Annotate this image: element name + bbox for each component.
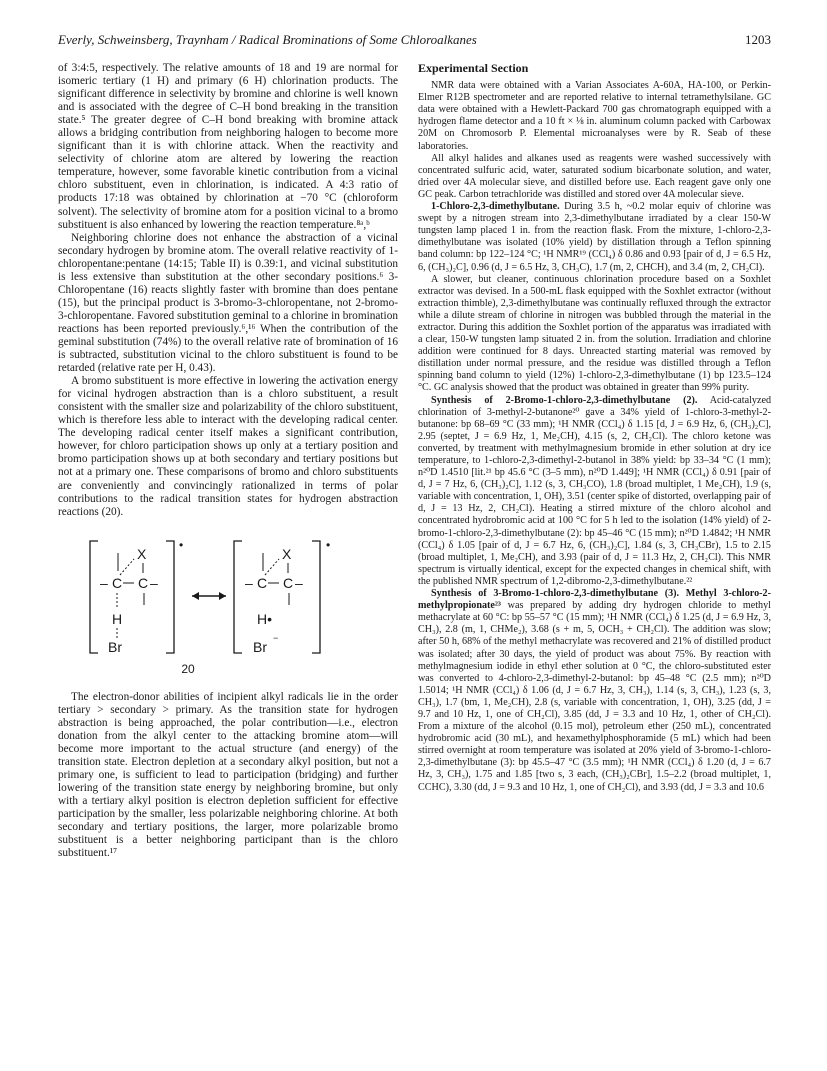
atom-c: C [112,574,123,591]
paragraph: Neighboring chlorine does not enhance the abstraction of a vicinal secondary hydrogen by bromine atom. The overall relative reactivity of 1-chloropentane:pentane (14:15; Table II) is 0.39:1, and vicinal substitution is less extensive than substitution at the other secondary positions.⁶ 3-Chloropentane (16) reacts slightly faster with bromine than does pentane (15), but the principal product is 3-bromo-3-chloropentane, not 2-bromo-3-chloropentane. Favored substitution geminal to a chlorine in bromination reactions has been reported previously.⁶,¹⁶ When the contribution of the geminal substitution (74%) to the overall relative rate of bromination of 16 is subtracted, substitution vicinal to the chloro substituent is found to be retarded (relative rate per H, 0.43). [58,231,398,375]
paragraph-body: During 3.5 h, ~0.2 molar equiv of chlorine was swept by a nitrogen stream into 2,3-dimethylbutane irradiated by a clear 150-W tungsten lamp placed 1 in. from the reaction flask. From the mixture, 1-chloro-2,3-dimethylbutane was isolated (10% yield) by distillation through a Teflon spinning band column: bp 122–124 °C; ¹H NMR¹⁹ (CCl₄) δ 0.86 and 0.93 [pair of d, J = 6.5 Hz, 6, (CH₃)₂C], 0.96 (d, J = 6.5 Hz, 3, CH₃C), 1.7 (m, 2, CHCH), and 3.4 (m, 2, CH₂Cl). [418,201,771,273]
left-bracket-close [166,541,174,653]
atom-x: X [282,545,292,562]
paragraph: of 3:4:5, respectively. The relative amounts of 18 and 19 are normal for isomeric tertiary (1 H) and primary (6 H) chlorination products. The significant difference in selectivity by bromine and chlorine is well known and is associated with the degree of C–H bond breaking in the transition state.⁵ The greater degree of C–H bond breaking with bromine attack allows a bridging contribution from neighboring halogen to become more significant than it is with chlorine attack. When the reactivity and selectivity of chlorine atom are altered by lowering the reaction temperature, however, some favorable kinetic contribution from a vicinal chloro substituent, even in chlorination, is indicated. A 4:3 ratio of products 17:18 was obtained by chlorination at −70 °C (chloroform solvent). The selectivity of bromine atom for a position vicinal to a bromo substituent is also enhanced by lowering the reaction temperature.⁸ᵃ,ᵇ [58,62,398,231]
partial-bond [120,559,134,575]
right-bracket-open [234,541,242,653]
running-head: Everly, Schweinsberg, Traynham / Radical Brominations of Some Chloroalkanes [58,32,477,47]
paragraph: All alkyl halides and alkanes used as reagents were washed successively with concentrated sulfuric acid, water, saturated sodium bicarbonate solution, and water, dried over 4A molecular sieve, and distilled before use. Each reagent gave only one GC peak. Carbon tetrachloride was distilled and stored over 4A molecular sieve. [418,152,771,200]
atom-c: C [257,574,268,591]
right-column [418,62,771,794]
paragraph: NMR data were obtained with a Varian Associates A-60A, HA-100, or Perkin-Elmer R12B spectrometer and are reported relative to internal tetramethylsilane. GC data were obtained with a Hewlett-Packard 700 gas chromatograph equipped with a hydrogen flame detector and a 10 ft × ⅛ in. aluminum column packed with Carbowax 20M on Chromosorb P. Elemental microanalyses were by R. Seab of these laboratories. [418,80,771,152]
dash: – [295,574,303,591]
dash: – [245,574,253,591]
paragraph: The electron-donor abilities of incipient alkyl radicals lie in the order tertiary > secondary > primary. As the transition state for hydrogen abstraction is being approached, the polar contribution—i.e., electron donation from the alkyl center to the attacking bromine atom—will become more important to the actual structure (and energy) of the transition state. Electron depletion at a secondary alkyl position, but not a primary one, is sufficient to lead to participation (bridging) and further lowering of the transition state energy by neighboring bromine, but only with a tertiary alkyl position is electron depletion sufficient for effective participation by the smaller, less polarizable neighboring chlorine. At both secondary and tertiary positions, the larger, more polarizable bromo substituent is a better neighboring participant than is the chloro substituent.¹⁷ [58,690,398,860]
left-bracket-open [90,541,98,653]
page-header [58,32,771,50]
dash: – [100,574,108,591]
run-in-heading: 1-Chloro-2,3-dimethylbutane. [431,201,560,213]
transition-state-scheme [58,535,398,676]
atom-h-radical: H• [257,610,273,627]
paragraph [418,588,771,794]
left-column [58,62,398,860]
page-number: 1203 [745,32,771,47]
partial-bond [265,559,279,575]
right-bracket-close [312,541,320,653]
paragraph: A slower, but cleaner, continuous chlorination procedure based on a Soxhlet extractor was devised. In a 500-mL flask equipped with the Soxhlet extractor (without extraction thimble), 2,3-dimethylbutane was continually refluxed through the extractor while a dilute stream of chlorine in nitrogen was bubbled through the material in the extractor. During this addition the Soxhlet portion of the apparatus was irradiated with a clear, 150-W tungsten lamp situated 2 in. from the solution. Irradiation and chlorine addition were continued for 8 days. Unreacted starting material was removed by distillation under normal pressure, and the residue was distilled through a Teflon spinning band column to yield (12%) 1-chloro-2,3-dimethylbutane (1) bp 123.5–124 °C. GC analysis showed that the product was obtained in greater than 99% purity. [418,273,771,394]
paragraph-body: Acid-catalyzed chlorination of 3-methyl-2-butanone²⁰ gave a 34% yield of 1-chloro-3-methyl-2-butanone: bp 68–69 °C (33 mm); ¹H NMR (CCl₄) δ 1.15 [d, J = 6.9 Hz, 6, (CH₃)₂C], 2.95 (septet, J = 6.9 Hz, 1, Me₂CH), 4.15 (s, 2, CH₂Cl). The chloro ketone was converted, by treatment with methylmagnesium bromide in ether solution at dry ice temperature, to 1-chloro-2,3-dimethyl-2-butanol in 38% yield: bp 33–34 °C (1 mm); n²⁰D 1.4510 [lit.²¹ bp 45.6 °C (3–5 mm), n²⁰D 1.449]; ¹H NMR (CCl₄) δ 0.91 [pair of d, J = 7 Hz, 6, (CH₃)₂C], 1.12 (s, 3, CH₃CO), 1.8 (broad multiplet, 1 Me₂CH), 1.9 (s, variable with concentration, 1, OH), 3.51 (center spike of distorted, overlapping pair of d, J = 13 Hz, 2, CH₂Cl). Heating a stirred mixture of the chloro alcohol and concentrated hydrobromic acid at 100 °C for 5 h led to the isolation (14% yield) of 2-bromo-1-chloro-2,3-dimethylbutane (2): bp 45–46 °C (15 mm); n²⁰D 1.4842; ¹H NMR (CCl₄) δ 1.05 [pair of d, J = 6.7 Hz, 6, (CH₃)₂C], 1.84 (s, 3, CH₃CBr), 1.5 to 2.15 (broad multiplet, 1, Me₂CH), and 3.93 (pair of d, J = 11.3 Hz, 2, CH₂Cl). This NMR spectrum is virtually identical, except for the expected changes in chemical shift, with the published NMR spectrum of 1,2-dibromo-2,3-dimethylbutane.²² [418,394,772,587]
scheme-structure [58,535,398,665]
section-title: Experimental Section [418,61,529,75]
atom-br: Br [253,638,267,655]
scheme-label: 20 [181,661,195,676]
atom-x: X [137,545,147,562]
radical-dot: • [179,537,184,552]
run-in-heading: Synthesis of 3-Bromo-1-chloro-2,3-dimethylbutane (3). Methyl 3-chloro-2-methylpropionate²³ [418,588,771,612]
run-in-heading: Synthesis of 2-Bromo-1-chloro-2,3-dimethylbutane (2). [431,394,698,406]
atom-c: C [138,574,149,591]
paragraph: A bromo substituent is more effective in lowering the activation energy for vicinal hydrogen abstraction than is a chloro substituent, a result consistent with the smaller size and polarizability of the chloro substituent, which is therefore less able to interact with the developing radical center. The developing radical center itself makes a significant contribution, however, for chloro participation shows up only at a tertiary position and bromo participation shows up at both secondary and tertiary positions but not at a primary one. These comparisons of bromo and chloro substituents are conveniently and convincingly rationalized in terms of polar contributions to the radical transition states for hydrogen abstraction reactions (20). [58,375,398,518]
paragraph [418,201,771,274]
atom-br: Br [108,638,122,655]
arrow-head [219,592,226,600]
paragraph-body: was prepared by adding dry hydrogen chloride to methyl methacrylate at 60 °C: bp 55–57 °C (15 mm); ¹H NMR (CCl₄) δ 1.25 (d, J = 6.9 Hz, 3, CH₃), 2.8 (m, 1, CHMe₂), 3.68 (s + m, 5, OCH₃ + CH₂Cl). The addition was slow; after 50 h, 68% of the methyl methacrylate was recovered and 21% of distilled product was isolated; after 30 days, the yield of product was about 75%. By reaction with methylmagnesium iodide in ethyl ether solution at 0 °C, the chloro-substituted ester was converted to 4-chloro-2,3-dimethyl-2-butanol: bp 45–48 °C (2.5 mm); n²⁰D 1.5014; ¹H NMR (CCl₄) δ 1.06 (d, J = 6.7 Hz, 3, CH₃), 1.14 (s, 3, CH₃), 1.23 (s, 3, CH₃), 1.7 (bm, 1, Me₂CH), 2.8 (s, variable with concentration, 1, OH), 3.25 (dd, J = 9.7 and 10 Hz, 1, one of CH₂Cl), 3.85 (dd, J = 3.3 and 10 Hz, 1, other of CH₂Cl). From a mixture of the alcohol (0.15 mol), petroleum ether (250 mL), concentrated hydrobromic acid (30 mL), and hexamethylphosphoramide (5 mL) which had been stirred overnight at room temperature was isolated at 20% yield of 3-bromo-1-chloro-2,3-dimethylbutane (3): bp 45.5–47 °C (3.5 mm); ¹H NMR (CCl₄) δ 1.20 (d, J = 6.7 Hz, 3, CH₃), 1.75 and 1.85 [two s, 3 each, (CH₃)₂CBr], 1.5–2.2 (broad multiplet, 1, CCHC), 3.30 (dd, J = 9.3 and 10 Hz, 1, one of CH₂Cl), and 3.93 (dd, J = 3.3 and 10.6 [418,600,771,793]
atom-h: H [112,610,123,627]
arrow-head [192,592,199,600]
dash: – [150,574,158,591]
atom-c: C [283,574,294,591]
radical-dot: • [326,537,331,552]
paragraph [418,395,771,589]
br-minus: − [273,632,279,643]
